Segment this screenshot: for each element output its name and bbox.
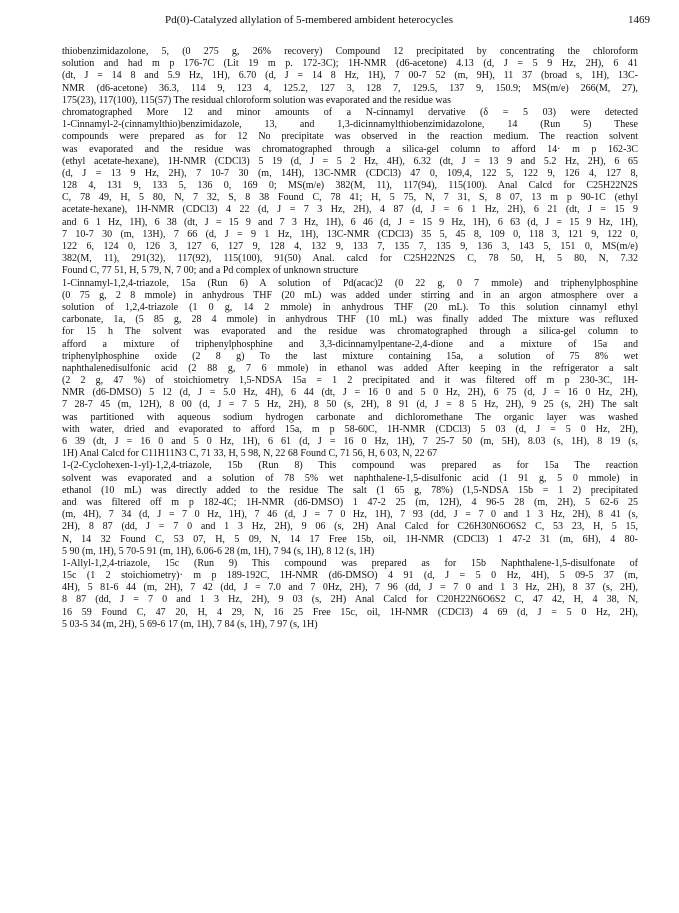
text-line: 128 4, 131 9, 133 5, 136 0, 169 0; MS(m/e) 382(M, 11), 117(94), 115(100). Anal Calcd for C25H22N2S [62, 180, 638, 192]
text-line: 1H) Anal Calcd for C11H11N3 C, 71 33, H, 5 98, N, 22 68 Found C, 71 56, H, 6 03, N, 22 67 [62, 448, 438, 460]
text-line: 5 03-5 34 (m, 2H), 5 69-6 17 (m, 1H), 7 84 (s, 1H), 7 97 (s, 1H) [62, 618, 318, 630]
text-line: Found C, 77 51, H, 5 79, N, 7 00; and a Pd complex of unknown structure [62, 265, 359, 277]
text-line: and 6 1 Hz, 1H), 6 38 (dt, J = 15 9 and 7 3 Hz, 1H), 6 46 (d, J = 15 9 Hz, 1H), 6 63 (d, J = 15 9 Hz, 1H), [62, 216, 638, 228]
text-line: 8 87 (dd, J = 7 0 and 1 3 Hz, 2H), 9 03 (s, 2H) Anal Calcd for C20H22N6O6S2 C, 47 42, H, 4 38, N, [62, 594, 638, 606]
text-line: acetate-hexane), 1H-NMR (CDCl3) 4 22 (d, J = 7 3 Hz, 2H), 4 87 (d, J = 6 1 Hz, 2H), 6 21 (dt, J = 15 9 [62, 204, 638, 216]
text-line: solution of 1,2,4-triazole (1 0 g, 14 2 mmole) in anhydrous THF (20 mL). To this solution cinnamyl ethyl [62, 301, 638, 313]
text-line: ethanol (10 mL) was directly added to the residue The salt (1 65 g, 78%) (1,5-NDSA 15b = 1 2) precipitated [62, 484, 638, 496]
text-line: thiobenzimidazolone, 5, (0 275 g, 26% recovery) Compound 12 precipitated by concentrating the chloroform [62, 46, 638, 57]
text-line: 4H), 5 81-6 44 (m, 2H), 7 42 (dd, J = 7.0 and 7 0Hz, 2H), 7 96 (dd, J = 7 0 and 1 3 Hz, 2H), 8 37 (s, 2H), [62, 582, 638, 594]
text-line: (m, 4H), 7 34 (d, J = 7 0 Hz, 1H), 7 46 (d, J = 7 0 Hz, 1H), 7 93 (dd, J = 7 0 and 1 3 Hz, 2H), 8 41 (s, [62, 509, 638, 521]
text-line: 122 6, 124 0, 126 3, 127 6, 127 9, 128 4, 132 9, 133 7, 135 7, 135 9, 136 3, 143 5, 151 0, MS(m/e) [62, 241, 638, 252]
text-line: was partitioned with aqueous sodium hydrogen carbonate and dichloromethane The organic layer was washed [62, 411, 638, 423]
text-line: 1-(2-Cyclohexen-1-yl)-1,2,4-triazole, 15b (Run 8) This compound was prepared as for 15a The reaction [62, 460, 638, 472]
text-line: C, 78 49, H, 5 80, N, 7 32, S, 8 38 Found C, 78 41; H, 5 75, N, 7 31, S, 8 07, 13 m p 90-1C (ethyl [62, 192, 638, 204]
text-line: NMR (d6-DMSO) 5 12 (d, J = 5.0 Hz, 4H), 6 44 (dt, J = 16 0 and 5 0 Hz, 2H), 6 75 (d, J = 16 0 Hz, 2H), [62, 387, 638, 399]
text-line: (0 75 g, 2 8 mmole) in anhydrous THF (20 mL) was added under stirring and in an argon atmosphere over a [62, 289, 638, 301]
text-line: and was filtered off m p 182-4C; 1H-NMR (d6-DMSO) 1 47-2 25 (m, 12H), 4 96-5 28 (m, 2H), 5 62-6 25 [62, 496, 638, 508]
text-line: carbonate, 1a, (5 85 g, 28 4 mmole) in anhydrous THF (10 mL) was finally added The mixture was refluxed [62, 314, 638, 326]
text-line: compounds were prepared as for 12 No precipitate was observed in the reaction medium. The reaction solvent [62, 131, 638, 143]
text-line: was evaporated and the residue was chromatographed through a silica-gel column to afford 14· m p 162-3C [62, 143, 638, 155]
text-line: (ethyl acetate-hexane), 1H-NMR (CDCl3) 5 19 (d, J = 5 2 Hz, 4H), 6.32 (dt, J = 13 9 and 5.2 Hz, 2H), 6 65 [62, 155, 638, 167]
text-line: (dt, J = 14 8 and 5.9 Hz, 1H), 6.70 (d, J = 14 8 Hz, 1H), 7 00-7 52 (m, 9H), 11 37 (broad s, 1H), 13C- [62, 70, 638, 82]
text-line: with water, dried and evaporated to afford 15a, m p 58-60C, 1H-NMR (CDCl3) 5 03 (d, J = 5 0 Hz, 2H), [62, 423, 638, 435]
experimental-text [62, 46, 638, 631]
text-line: 1-Cinnamyl-1,2,4-triazole, 15a (Run 6) A solution of Pd(acac)2 (0 22 g, 0 7 mmole) and triphenylphosphine [62, 277, 638, 289]
text-line: afford a mixture of triphenylphosphine and 3,3-dicinnamylpentane-2,4-dione and a mixture of 15a and [62, 338, 638, 350]
page-header [20, 14, 660, 28]
text-line: 15c (1 2 stoichiometry)· m p 189-192C, 1H-NMR (d6-DMSO) 4 91 (d, J = 5 0 Hz, 4H), 5 09-5 37 (m, [62, 570, 638, 582]
text-line: 16 59 Found C, 47 20, H, 4 29, N, 16 25 Free 15c, oil, 1H-NMR (CDCl3) 4 69 (d, J = 5 0 Hz, 2H), [62, 606, 638, 618]
text-line: 1-Cinnamyl-2-(cinnamylthio)benzimidazole, 13, and 1,3-dicinnamylthiobenzimidazolone, 14 (Run 5) These [62, 119, 638, 131]
text-line: (d, J = 13 9 Hz, 2H), 7 10-7 30 (m, 14H), 13C-NMR (CDCl3) 47 0, 109,4, 122 5, 122 9, 126 4, 127 8, [62, 167, 638, 179]
text-line: 7 28-7 45 (m, 12H), 8 00 (d, J = 7 5 Hz, 2H), 8 50 (s, 2H), 8 91 (d, J = 8 5 Hz, 2H), 9 25 (s, 2H) The salt [62, 399, 638, 411]
page-number: 1469 [628, 14, 650, 26]
text-line: 7 10-7 30 (m, 13H), 7 66 (d, J = 9 1 Hz, 1H), 13C-NMR (CDCl3) 35 5, 45 8, 109 0, 118 3, 121 9, 122 0, [62, 228, 638, 240]
text-line: 175(23), 117(100), 115(57) The residual chloroform solution was evaporated and the residue was [62, 94, 451, 106]
text-line: (2 2 g, 47 %) of stoichiometry 1,5-NDSA 15a = 1 2 precipitated and it was filtered off m p 230-3C, 1H- [62, 375, 638, 387]
text-line: solvent was evaporated and a solution of 78 5% wet naphthalene-1,5-disulfonic acid (1 91 g, 5 0 mmole) in [62, 472, 638, 484]
text-line: 382(M, 11), 291(32), 117(92), 115(100), 91(50) Anal. calcd for C25H22N2S C, 78 50, H, 5 80, N, 7.32 [62, 253, 638, 265]
text-line: 2H), 8 87 (dd, J = 7 0 and 1 3 Hz, 2H), 9 06 (s, 2H) Anal Calcd for C26H30N6O6S2 C, 53 23, H, 5 15, [62, 521, 638, 533]
running-title: Pd(0)-Catalyzed allylation of 5-membered ambident heterocycles [165, 14, 454, 26]
text-line: 6 39 (dt, J = 16 0 and 5 0 Hz, 1H), 6 61 (d, J = 16 0 Hz, 1H), 7 25-7 50 (m, 5H), 8.03 (s, 1H), 8 19 (s, [62, 436, 638, 447]
text-line: triphenylphosphine oxide (2 8 g) To the last mixture containing 15a, a solution of 75 8% wet [62, 350, 638, 362]
text-line: naphthalenedisulfonic acid (2 88 g, 7 6 mmole) in ethanol was added After keeping in the refrigerator a salt [62, 362, 638, 374]
text-line: N, 14 32 Found C, 53 07, H, 5 09, N, 14 17 Free 15b, oil, 1H-NMR (CDCl3) 1 47-2 31 (m, 6H), 4 80- [62, 533, 638, 545]
text-line: for 15 h The solvent was evaporated and the residue was chromatographed through a silica-gel column to [62, 326, 638, 338]
text-line: solution and had m p 176-7C (Lit 19 m p. 172-3C); 1H-NMR (d6-acetone) 4.13 (d, J = 5 9 Hz, 2H), 6 41 [62, 58, 638, 70]
text-line: 5 90 (m, 1H), 5 70-5 91 (m, 1H), 6.06-6 28 (m, 1H), 7 94 (s, 1H), 8 12 (s, 1H) [62, 545, 375, 557]
text-line: 1-Allyl-1,2,4-triazole, 15c (Run 9) This compound was prepared as for 15b Naphthalene-1,5-disulfonate of [62, 557, 638, 569]
text-line: chromatographed More 12 and minor amounts of a N-cinnamyl dervative (δ = 5 03) were detected [62, 106, 638, 118]
text-line: NMR (d6-acetone) 36.3, 114 9, 123 4, 125.2, 127 3, 128 7, 129.5, 137 9, 150.9; MS(m/e) 266(M, 27), [62, 82, 638, 94]
